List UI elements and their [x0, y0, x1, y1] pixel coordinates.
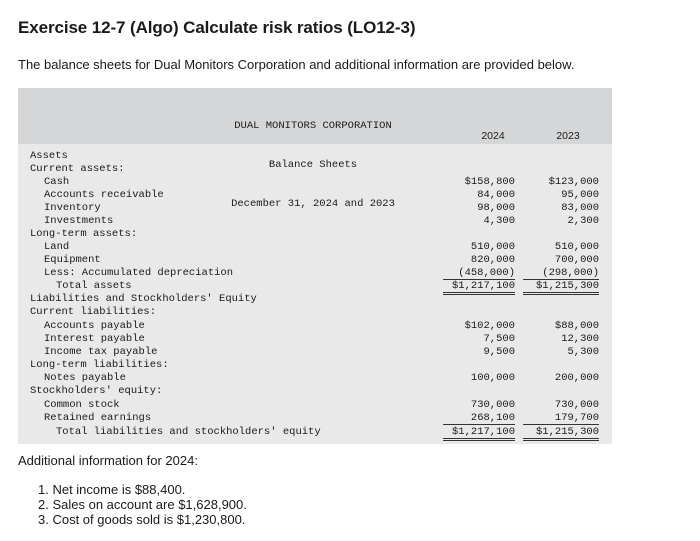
value-2024: $1,217,100: [443, 280, 515, 295]
additional-info-list: [38, 482, 247, 527]
intro-text: The balance sheets for Dual Monitors Corporation and additional information are provided below.: [18, 57, 575, 72]
value-2023: 95,000: [561, 189, 599, 201]
additional-info-heading: Additional information for 2024:: [18, 453, 198, 468]
additional-info-item: 2. Sales on account are $1,628,900.: [38, 497, 247, 512]
value-2023: 730,000: [554, 399, 599, 411]
value-2024: $1,217,100: [443, 426, 515, 441]
value-2024: $102,000: [464, 320, 515, 332]
value-2024: 98,000: [477, 202, 515, 214]
balance-sheet-table: [18, 88, 612, 444]
statement-name: Balance Sheets: [268, 159, 358, 171]
additional-info-item: 3. Cost of goods sold is $1,230,800.: [38, 512, 246, 527]
row-label: Accounts receivable: [44, 189, 164, 201]
value-2023: 510,000: [554, 241, 599, 253]
statement-dates: December 31, 2024 and 2023: [231, 198, 395, 210]
value-2024: 820,000: [470, 254, 515, 266]
row-label: Long-term assets:: [30, 228, 138, 240]
row-label: Current liabilities:: [30, 306, 157, 318]
value-2023: 5,300: [567, 346, 599, 358]
value-2024: 510,000: [470, 241, 515, 253]
company-name: DUAL MONITORS CORPORATION: [234, 120, 392, 132]
value-2024: 84,000: [477, 189, 515, 201]
value-2024: $158,800: [464, 176, 515, 188]
row-label: Stockholders' equity:: [30, 385, 163, 397]
value-2023: $123,000: [548, 176, 599, 188]
row-label: Retained earnings: [44, 412, 152, 424]
value-2023: $88,000: [554, 320, 599, 332]
statement-heading: [218, 94, 408, 237]
exercise-title: Exercise 12-7 (Algo) Calculate risk ratios (LO12-3): [18, 18, 416, 37]
row-label: Notes payable: [44, 372, 126, 384]
value-2023: 179,700: [523, 412, 599, 425]
row-label: Common stock: [44, 399, 120, 411]
row-label: Less: Accumulated depreciation: [44, 267, 234, 279]
value-2023: (298,000): [523, 267, 599, 280]
additional-info-item: 1. Net income is $88,400.: [38, 482, 186, 497]
row-label: Interest payable: [44, 333, 145, 345]
column-header-2024: 2024: [481, 130, 505, 142]
row-label: Current assets:: [30, 163, 125, 175]
value-2024: 4,300: [483, 215, 515, 227]
row-label: Assets: [30, 150, 68, 162]
value-2024: 730,000: [470, 399, 515, 411]
value-2024: 100,000: [470, 372, 515, 384]
value-2024: 7,500: [483, 333, 515, 345]
value-2023: 200,000: [554, 372, 599, 384]
value-2023: $1,215,300: [523, 426, 599, 441]
value-2024: (458,000): [443, 267, 515, 280]
row-label: Accounts payable: [44, 320, 145, 332]
row-label: Liabilities and Stockholders' Equity: [30, 293, 257, 305]
value-2024: 268,100: [443, 412, 515, 425]
row-label: Cash: [44, 176, 70, 188]
row-label: Long-term liabilities:: [30, 359, 169, 371]
row-label: Total liabilities and stockholders' equity: [56, 426, 321, 438]
row-label: Inventory: [44, 202, 101, 214]
value-2023: 83,000: [561, 202, 599, 214]
value-2023: 2,300: [567, 215, 599, 227]
row-label: Total assets: [56, 280, 132, 292]
column-header-2023: 2023: [556, 130, 580, 142]
value-2024: 9,500: [483, 346, 515, 358]
value-2023: $1,215,300: [523, 280, 599, 295]
row-label: Investments: [44, 215, 114, 227]
row-label: Income tax payable: [44, 346, 158, 358]
value-2023: 12,300: [561, 333, 599, 345]
value-2023: 700,000: [554, 254, 599, 266]
row-label: Equipment: [44, 254, 101, 266]
row-label: Land: [44, 241, 70, 253]
